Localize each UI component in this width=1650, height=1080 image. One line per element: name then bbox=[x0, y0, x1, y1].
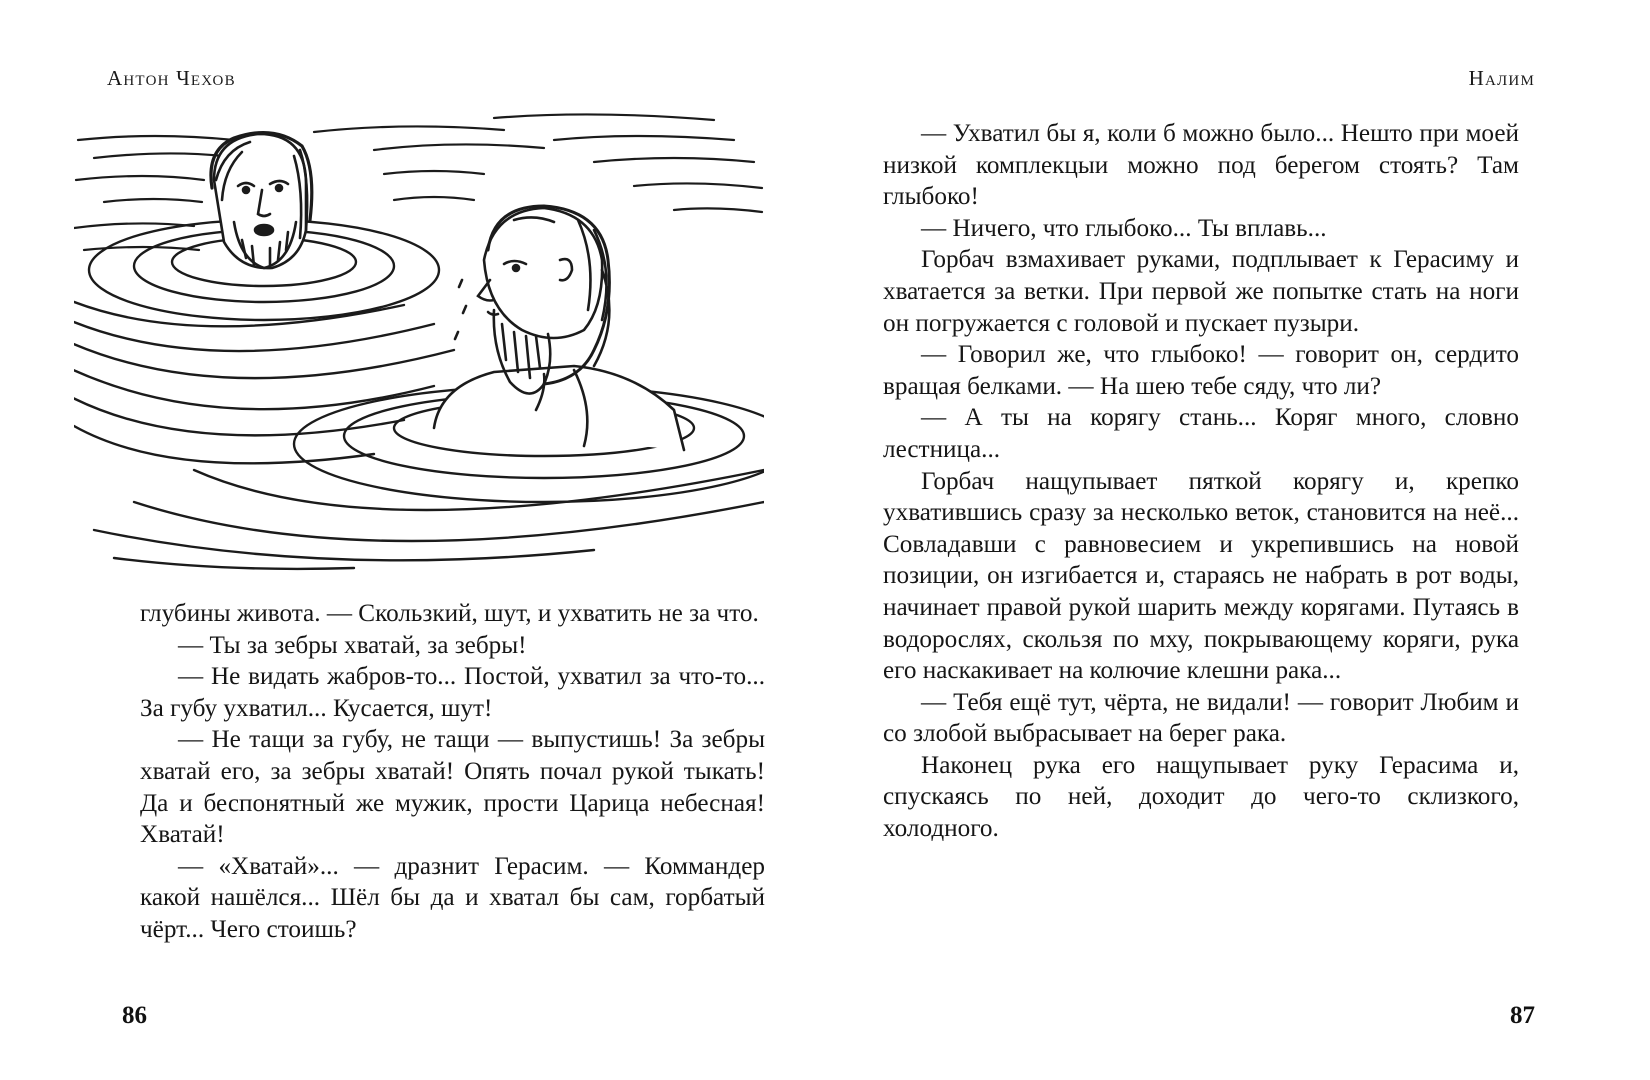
paragraph: — Не тащи за губу, не тащи — выпустишь! За зебры хватай его, за зебры хватай! Опять почал рукой тыкать! Да и беспонятный же мужик, прости Царица небесная! Хватай! bbox=[140, 726, 765, 849]
paragraph: — Ты за зебры хватай, за зебры! bbox=[178, 631, 527, 659]
water-strokes bbox=[74, 114, 762, 250]
ink-drawing bbox=[74, 110, 764, 578]
running-head-author: Антон Чехов bbox=[107, 66, 236, 90]
page-number-right: 87 bbox=[1510, 1002, 1535, 1029]
paragraph: — Не видать жабров-то... Постой, ухватил за что-то... За губу ухватил... Кусается, шут! bbox=[140, 663, 765, 722]
left-head-drawing bbox=[211, 133, 312, 269]
paragraph: — Ухватил бы я, коли б можно было... Нешто при моей низкой комплекцыи можно под берегом стоять? Там глыбоко! bbox=[883, 120, 1519, 211]
page-number-left: 86 bbox=[122, 1002, 147, 1029]
right-page-text bbox=[883, 118, 1519, 845]
paragraph: — А ты на корягу стань... Коряг много, словно лестница... bbox=[883, 404, 1519, 463]
paragraph: Горбач взмахивает руками, подплывает к Герасиму и хватается за ветки. При первой же попытке стать на ноги он погружается с головой и пускает пузыри. bbox=[883, 246, 1519, 337]
paragraph: — Ничего, что глыбоко... Ты вплавь... bbox=[921, 214, 1327, 242]
paragraph: Горбач нащупывает пяткой корягу и, крепко ухватившись сразу за несколько веток, становится на неё... Совладавши с равновесием и укрепившись на новой позиции, он изгибается и, стараясь не набрать в рот воды, начинает правой рукой шарить между корягами. Путаясь в водорослях, скользя по мху, покрывающему коряги, рука его наскакивает на колючие клешни рака... bbox=[883, 467, 1519, 685]
running-head-title: Налим bbox=[1468, 66, 1535, 90]
illustration-two-men-in-water bbox=[74, 110, 764, 578]
paragraph: Наконец рука его нащупывает руку Герасима и, спускаясь по ней, доходит до чего-то склизкого, холодного. bbox=[883, 751, 1519, 843]
paragraph: — «Хватай»... — дразнит Герасим. — Коммандер какой нашёлся... Шёл бы да и хватал бы сам, горбатый чёрт... Чего стоишь? bbox=[140, 852, 765, 943]
right-man-drawing bbox=[434, 206, 684, 450]
paragraph: — Тебя ещё тут, чёрта, не видали! — говорит Любим и со злобой выбрасывает на берег рака. bbox=[883, 688, 1519, 748]
paragraph: — Говорил же, что глыбоко! — говорит он, сердито вращая белками. — На шею тебе сяду, что ли? bbox=[883, 341, 1519, 400]
right-page bbox=[825, 0, 1650, 1080]
paragraph: глубины живота. — Скользкий, шут, и ухватить не за что. bbox=[140, 600, 759, 627]
left-page-text bbox=[140, 598, 765, 946]
